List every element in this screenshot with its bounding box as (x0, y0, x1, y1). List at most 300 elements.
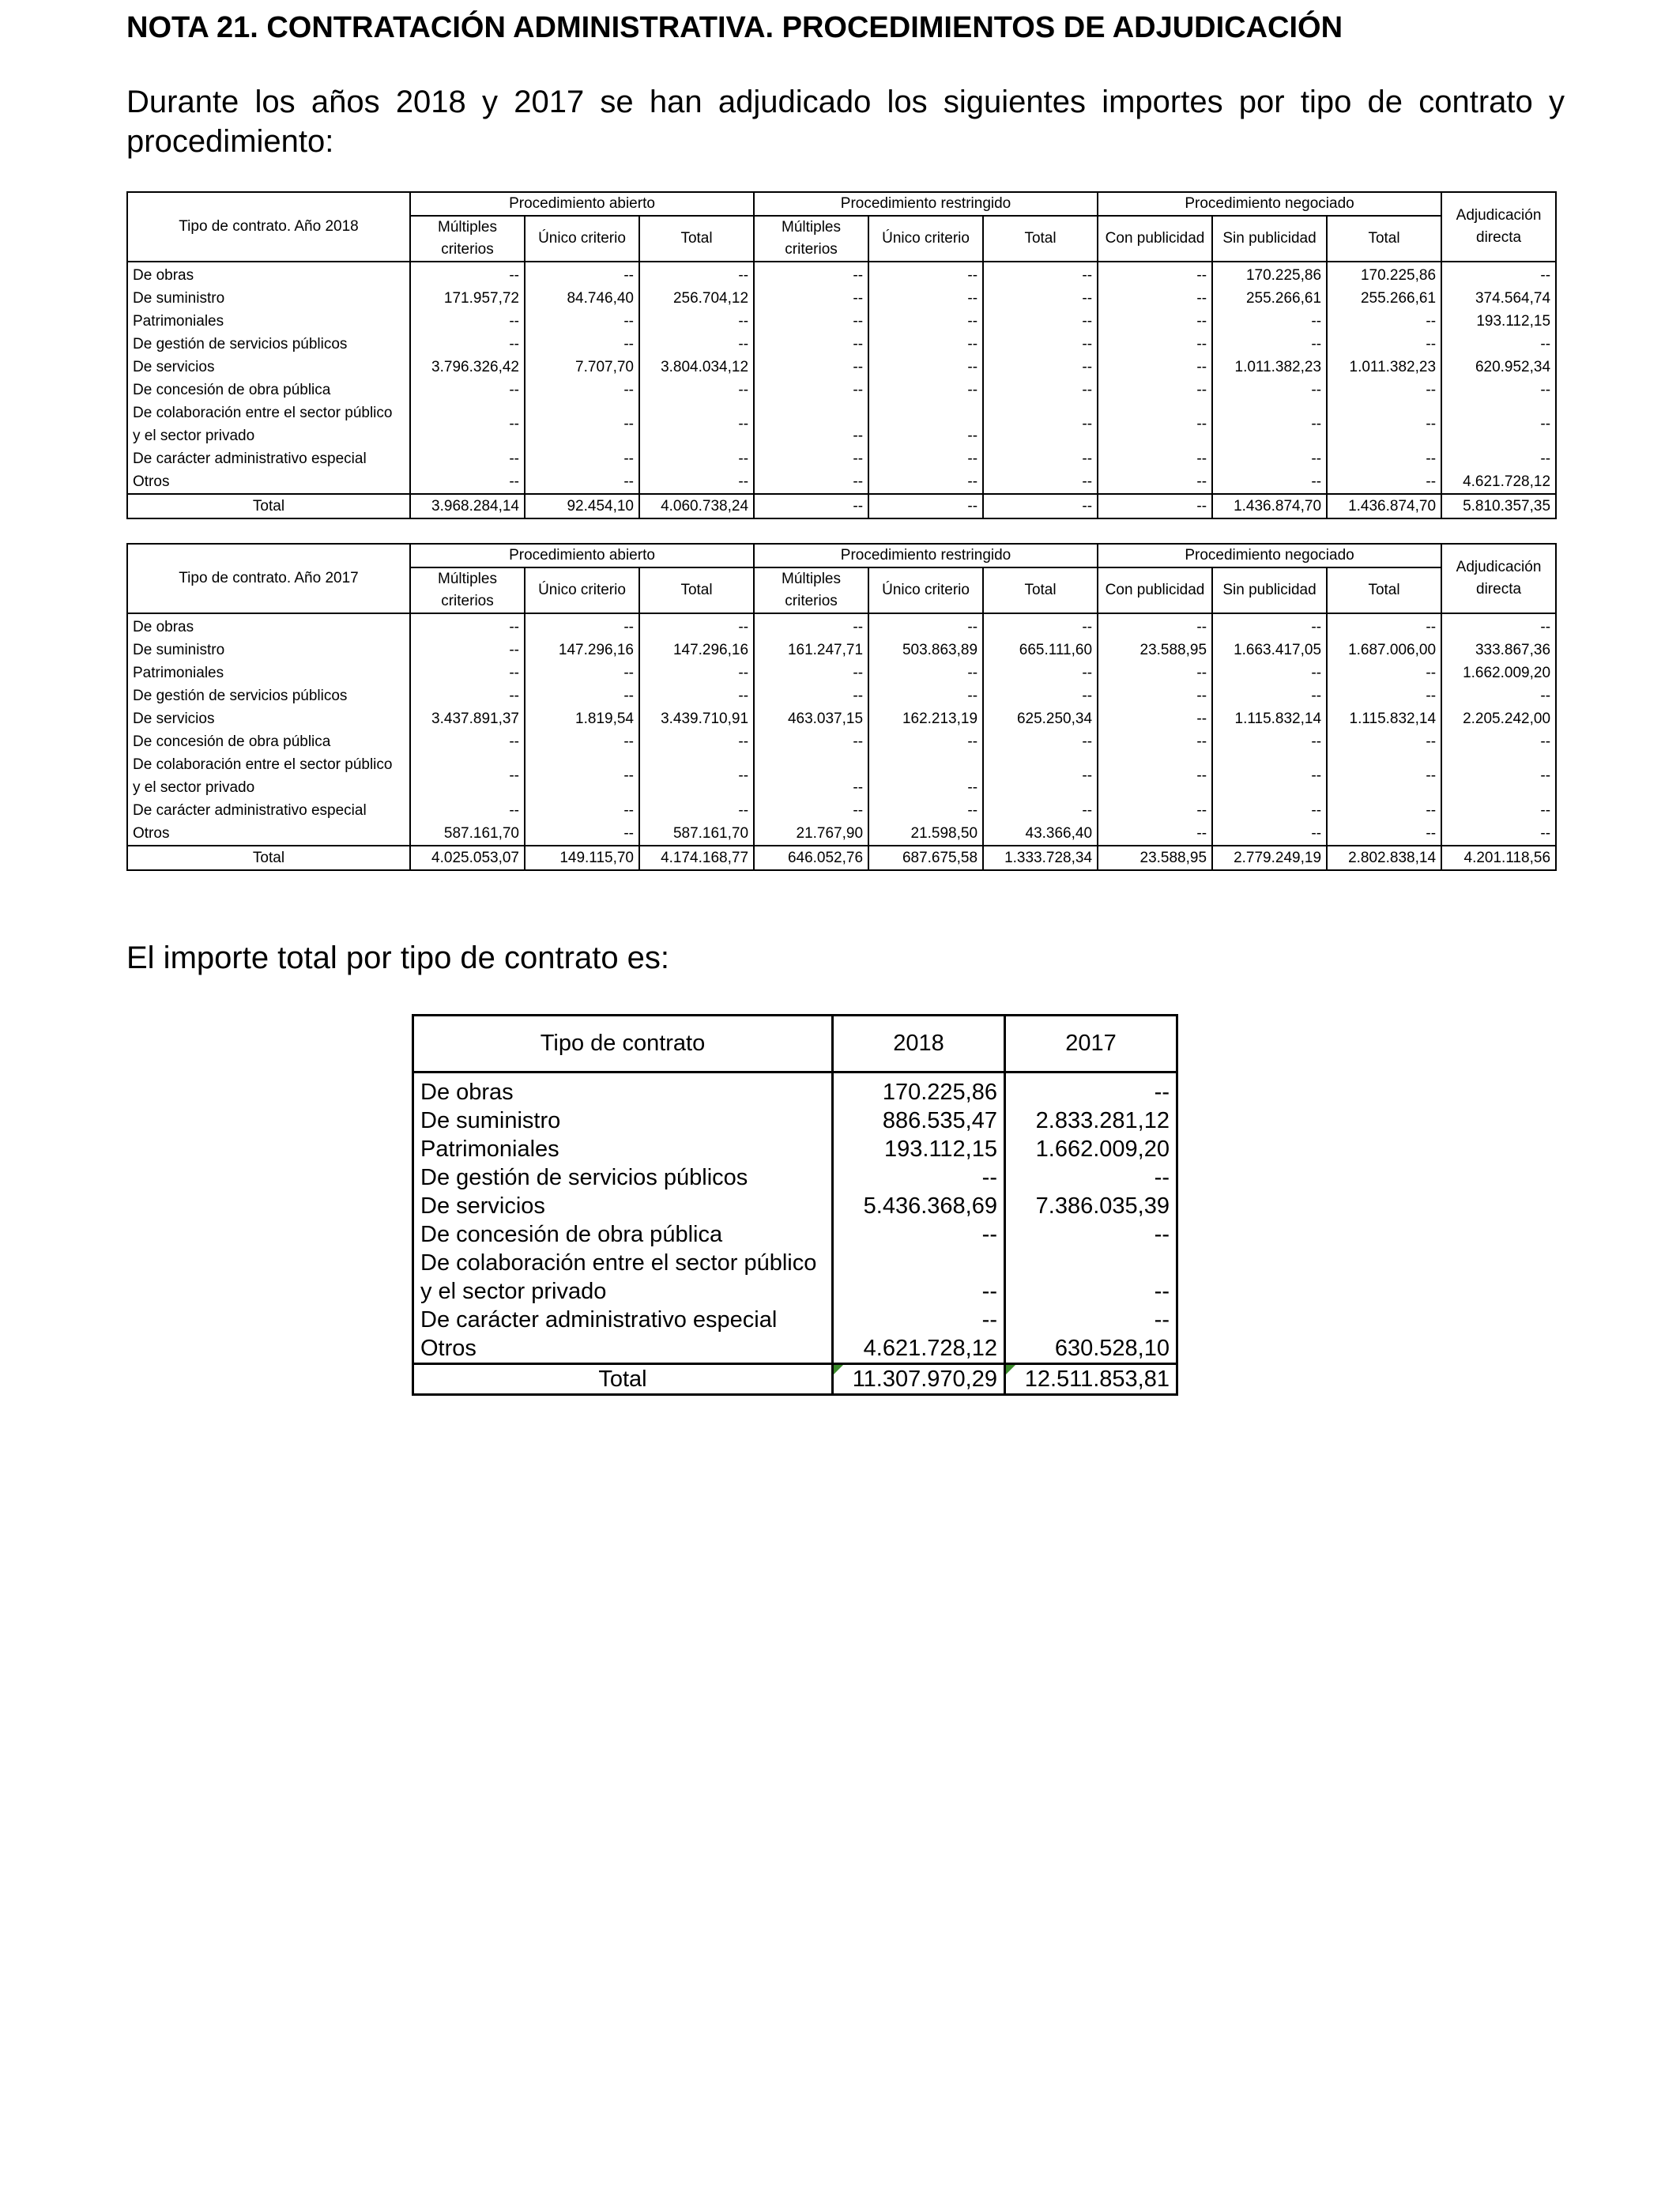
value-cell: 646.052,76 (754, 846, 868, 870)
table-2017 (126, 543, 1557, 871)
value-cell: -- (410, 447, 525, 470)
value-cell: -- (1441, 379, 1556, 401)
value-cell: -- (983, 379, 1098, 401)
value-cell: -- (1098, 684, 1212, 707)
value-cell: -- (1098, 470, 1212, 494)
row-label: De servicios (413, 1192, 833, 1220)
value-cell: -- (868, 470, 983, 494)
value-cell: -- (639, 470, 754, 494)
value-cell: -- (1098, 333, 1212, 356)
table-row (127, 730, 1556, 753)
value-cell: 256.704,12 (639, 287, 754, 310)
value-cell: 1.333.728,34 (983, 846, 1098, 870)
value-cell: -- (983, 333, 1098, 356)
table-row (413, 1306, 1177, 1334)
value-cell: -- (639, 447, 754, 470)
value-cell: -- (868, 494, 983, 518)
table-2018 (126, 191, 1557, 519)
value-cell: -- (1212, 470, 1327, 494)
value-cell: -- (1212, 662, 1327, 684)
value-cell: -- (639, 613, 754, 639)
row-label: Total (127, 846, 410, 870)
value-cell: 333.867,36 (1441, 639, 1556, 662)
value-cell: -- (525, 333, 639, 356)
value-cell: -- (1098, 707, 1212, 730)
value-cell: -- (525, 753, 639, 799)
row-label-line2: y el sector privado (133, 779, 255, 796)
value-cell: -- (1441, 822, 1556, 846)
note-heading: NOTA 21. CONTRATACIÓN ADMINISTRATIVA. PROCEDIMIENTOS DE ADJUDICACIÓN (126, 11, 1343, 44)
col-multiples-criterios: Múltiples criterios (754, 216, 868, 262)
value-cell: -- (410, 684, 525, 707)
value-cell: 1.687.006,00 (1327, 639, 1441, 662)
value-cell: 161.247,71 (754, 639, 868, 662)
value-cell: 625.250,34 (983, 707, 1098, 730)
value-cell: -- (754, 333, 868, 356)
value-2017: -- (1005, 1306, 1177, 1334)
col-multiples-criterios: Múltiples criterios (754, 567, 868, 613)
value-cell: -- (1327, 613, 1441, 639)
value-cell: -- (983, 799, 1098, 822)
col-total: Total (983, 567, 1098, 613)
value-cell: -- (1212, 401, 1327, 447)
value-cell: 162.213,19 (868, 707, 983, 730)
value-cell: -- (983, 447, 1098, 470)
value-cell: -- (410, 799, 525, 822)
value-cell: -- (410, 401, 525, 447)
table-row (413, 1192, 1177, 1220)
table-row (127, 662, 1556, 684)
value-cell: -- (1327, 730, 1441, 753)
value-cell: -- (639, 401, 754, 447)
col-tipo-contrato-2018: Tipo de contrato. Año 2018 (127, 192, 410, 262)
value-cell: -- (754, 401, 868, 447)
value-cell: -- (1098, 494, 1212, 518)
value-cell: -- (868, 684, 983, 707)
col-adjudicacion-directa: Adjudicación directa (1441, 544, 1556, 613)
value-cell: -- (639, 753, 754, 799)
value-cell: -- (1212, 684, 1327, 707)
table-row (127, 799, 1556, 822)
value-cell: 2.802.838,14 (1327, 846, 1441, 870)
group-abierto: Procedimiento abierto (410, 544, 754, 567)
value-cell: -- (868, 447, 983, 470)
value-cell: -- (525, 822, 639, 846)
value-cell: -- (983, 494, 1098, 518)
value-2017: -- (1005, 1078, 1177, 1106)
value-cell: 170.225,86 (1212, 262, 1327, 287)
row-label: Patrimoniales (413, 1135, 833, 1163)
table-row (127, 356, 1556, 379)
col-unico-criterio: Único criterio (525, 216, 639, 262)
value-cell: -- (868, 310, 983, 333)
row-label-line2: y el sector privado (133, 428, 255, 444)
value-cell: -- (410, 262, 525, 287)
value-cell: -- (754, 310, 868, 333)
value-2018: 886.535,47 (833, 1106, 1005, 1135)
value-cell: -- (1098, 401, 1212, 447)
value-cell: 43.366,40 (983, 822, 1098, 846)
value-cell: -- (1212, 799, 1327, 822)
value-cell: 171.957,72 (410, 287, 525, 310)
value-cell: -- (754, 730, 868, 753)
value-cell: 3.804.034,12 (639, 356, 754, 379)
value-cell: -- (754, 662, 868, 684)
col-unico-criterio: Único criterio (868, 567, 983, 613)
value-2018: 193.112,15 (833, 1135, 1005, 1163)
value-cell: -- (1327, 684, 1441, 707)
value-cell: 4.174.168,77 (639, 846, 754, 870)
row-label: De suministro (127, 639, 410, 662)
value-cell: -- (868, 730, 983, 753)
value-cell: -- (1098, 379, 1212, 401)
value-cell: -- (1098, 799, 1212, 822)
value-cell: -- (1327, 447, 1441, 470)
value-cell: -- (639, 262, 754, 287)
value-cell: 3.796.326,42 (410, 356, 525, 379)
value-cell: -- (1098, 822, 1212, 846)
col-tipo-contrato-2017: Tipo de contrato. Año 2017 (127, 544, 410, 613)
col-sin-publicidad: Sin publicidad (1212, 216, 1327, 262)
table-row (127, 310, 1556, 333)
value-cell: -- (525, 379, 639, 401)
value-cell: 1.436.874,70 (1327, 494, 1441, 518)
value-cell: -- (1098, 753, 1212, 799)
group-abierto: Procedimiento abierto (410, 192, 754, 216)
value-cell: -- (525, 730, 639, 753)
value-cell: -- (1098, 356, 1212, 379)
value-cell: -- (1441, 613, 1556, 639)
value-2018: 5.436.368,69 (833, 1192, 1005, 1220)
row-label: De servicios (127, 356, 410, 379)
value-cell: -- (1327, 401, 1441, 447)
col-multiples-criterios: Múltiples criterios (410, 216, 525, 262)
value-cell: -- (1327, 379, 1441, 401)
value-cell: 255.266,61 (1212, 287, 1327, 310)
value-cell: -- (410, 753, 525, 799)
value-cell: -- (1212, 333, 1327, 356)
intro-paragraph: Durante los años 2018 y 2017 se han adjudicado los siguientes importes por tipo de contrato y procedimiento: (126, 85, 1565, 159)
value-cell: -- (525, 401, 639, 447)
value-cell: 255.266,61 (1327, 287, 1441, 310)
value-cell: -- (525, 684, 639, 707)
table-row (127, 447, 1556, 470)
value-cell: -- (983, 470, 1098, 494)
value-cell: -- (983, 401, 1098, 447)
value-cell: 149.115,70 (525, 846, 639, 870)
row-label: De servicios (127, 707, 410, 730)
value-cell: 587.161,70 (639, 822, 754, 846)
value-cell: 193.112,15 (1441, 310, 1556, 333)
value-2018: -- (833, 1277, 1005, 1306)
value-cell: -- (1441, 753, 1556, 799)
value-cell: -- (525, 613, 639, 639)
value-cell: 3.437.891,37 (410, 707, 525, 730)
table-row (127, 753, 1556, 799)
value-cell: -- (410, 470, 525, 494)
value-cell: 1.011.382,23 (1212, 356, 1327, 379)
value-cell: 687.675,58 (868, 846, 983, 870)
value-cell: -- (754, 356, 868, 379)
total-2018-value: 11.307.970,29 (852, 1367, 997, 1392)
value-2017: -- (1005, 1163, 1177, 1192)
value-cell: -- (1441, 799, 1556, 822)
value-cell: 3.439.710,91 (639, 707, 754, 730)
value-2018: 170.225,86 (833, 1078, 1005, 1106)
value-cell: -- (410, 333, 525, 356)
value-cell: -- (1212, 753, 1327, 799)
error-indicator-icon (834, 1365, 843, 1374)
table-row (413, 1334, 1177, 1364)
row-label: De carácter administrativo especial (413, 1306, 833, 1334)
value-cell: -- (868, 379, 983, 401)
table-row (127, 822, 1556, 846)
value-cell: 587.161,70 (410, 822, 525, 846)
value-cell: -- (1441, 447, 1556, 470)
value-cell: -- (1441, 401, 1556, 447)
row-label: De gestión de servicios públicos (413, 1163, 833, 1192)
table-row (413, 1277, 1177, 1306)
value-2018: -- (833, 1220, 1005, 1249)
value-cell: -- (639, 662, 754, 684)
value-cell: -- (410, 310, 525, 333)
value-cell: 503.863,89 (868, 639, 983, 662)
row-label-line1: De colaboración entre el sector público (133, 405, 393, 421)
row-label-line2: y el sector privado (413, 1277, 833, 1306)
value-cell: 92.454,10 (525, 494, 639, 518)
value-cell: -- (868, 287, 983, 310)
value-cell: -- (1212, 447, 1327, 470)
value-cell: -- (639, 379, 754, 401)
value-cell: -- (639, 310, 754, 333)
total-row (127, 846, 1556, 870)
group-restringido: Procedimiento restringido (754, 544, 1098, 567)
value-2018: -- (833, 1306, 1005, 1334)
row-label: De gestión de servicios públicos (127, 333, 410, 356)
table-row (127, 379, 1556, 401)
table-row (127, 684, 1556, 707)
value-cell: -- (525, 799, 639, 822)
col-multiples-criterios: Múltiples criterios (410, 567, 525, 613)
table-row (413, 1220, 1177, 1249)
row-label: Otros (127, 822, 410, 846)
value-cell: -- (1441, 262, 1556, 287)
total-2017 (1005, 1364, 1177, 1395)
value-cell: -- (983, 356, 1098, 379)
value-cell: -- (525, 262, 639, 287)
row-label: De suministro (127, 287, 410, 310)
table-row (127, 470, 1556, 494)
value-cell: -- (639, 799, 754, 822)
table-row (127, 262, 1556, 287)
value-cell: 1.115.832,14 (1327, 707, 1441, 730)
value-cell: 4.201.118,56 (1441, 846, 1556, 870)
value-cell: -- (983, 753, 1098, 799)
value-cell: -- (754, 753, 868, 799)
col-tipo-contrato: Tipo de contrato (413, 1016, 833, 1072)
table-row (413, 1078, 1177, 1106)
value-cell: -- (868, 662, 983, 684)
value-2017: -- (1005, 1277, 1177, 1306)
value-cell: -- (868, 753, 983, 799)
row-label: Patrimoniales (127, 662, 410, 684)
value-cell: -- (983, 662, 1098, 684)
value-cell: -- (1441, 684, 1556, 707)
value-cell: -- (754, 379, 868, 401)
value-2017: 7.386.035,39 (1005, 1192, 1177, 1220)
value-2017: 630.528,10 (1005, 1334, 1177, 1364)
row-label: De carácter administrativo especial (127, 447, 410, 470)
row-label: Patrimoniales (127, 310, 410, 333)
summary-table (412, 1014, 1178, 1396)
value-cell: -- (525, 310, 639, 333)
value-cell: -- (639, 684, 754, 707)
value-cell: -- (754, 684, 868, 707)
row-label: De concesión de obra pública (127, 730, 410, 753)
table-row (413, 1135, 1177, 1163)
row-label: De concesión de obra pública (127, 379, 410, 401)
col-total: Total (1327, 216, 1441, 262)
value-cell: -- (525, 470, 639, 494)
value-cell: -- (754, 799, 868, 822)
group-negociado: Procedimiento negociado (1098, 544, 1441, 567)
row-label: Total (413, 1364, 833, 1395)
row-label (127, 401, 410, 447)
value-cell: 23.588,95 (1098, 846, 1212, 870)
value-cell: 620.952,34 (1441, 356, 1556, 379)
value-cell: 3.968.284,14 (410, 494, 525, 518)
value-cell: -- (1327, 799, 1441, 822)
value-cell: 1.011.382,23 (1327, 356, 1441, 379)
row-label: De gestión de servicios públicos (127, 684, 410, 707)
table-row (127, 613, 1556, 639)
row-label: Total (127, 494, 410, 518)
value-cell: -- (1098, 730, 1212, 753)
value-cell: -- (639, 730, 754, 753)
error-indicator-icon (1006, 1365, 1015, 1374)
value-cell: -- (410, 662, 525, 684)
total-2017-value: 12.511.853,81 (1024, 1367, 1170, 1392)
row-label-line1: De colaboración entre el sector público (413, 1249, 833, 1277)
value-cell: -- (1327, 753, 1441, 799)
value-cell: -- (410, 613, 525, 639)
table-row (127, 707, 1556, 730)
value-cell: -- (754, 262, 868, 287)
table-row (413, 1163, 1177, 1192)
value-cell: 5.810.357,35 (1441, 494, 1556, 518)
value-cell: -- (1212, 730, 1327, 753)
value-cell: 1.436.874,70 (1212, 494, 1327, 518)
value-cell: -- (983, 262, 1098, 287)
row-label: De concesión de obra pública (413, 1220, 833, 1249)
value-cell: -- (1327, 662, 1441, 684)
value-cell: -- (1098, 262, 1212, 287)
col-adjudicacion-directa: Adjudicación directa (1441, 192, 1556, 262)
value-cell: -- (1327, 822, 1441, 846)
value-cell: -- (754, 447, 868, 470)
value-cell: -- (525, 447, 639, 470)
value-cell: 1.662.009,20 (1441, 662, 1556, 684)
value-cell: -- (754, 287, 868, 310)
row-label: De suministro (413, 1106, 833, 1135)
row-label: De obras (127, 613, 410, 639)
table-row (127, 333, 1556, 356)
value-cell: -- (983, 613, 1098, 639)
table-row (413, 1106, 1177, 1135)
group-restringido: Procedimiento restringido (754, 192, 1098, 216)
col-total: Total (983, 216, 1098, 262)
col-unico-criterio: Único criterio (525, 567, 639, 613)
table-row (127, 287, 1556, 310)
value-cell: -- (1212, 822, 1327, 846)
value-cell: 21.767,90 (754, 822, 868, 846)
row-label: Otros (413, 1334, 833, 1364)
table-row (127, 639, 1556, 662)
value-cell: -- (983, 287, 1098, 310)
value-cell: 2.779.249,19 (1212, 846, 1327, 870)
total-2018 (833, 1364, 1005, 1395)
row-label (127, 753, 410, 799)
col-con-publicidad: Con publicidad (1098, 567, 1212, 613)
value-cell: 2.205.242,00 (1441, 707, 1556, 730)
value-cell: 170.225,86 (1327, 262, 1441, 287)
value-cell: -- (983, 730, 1098, 753)
value-cell: -- (754, 613, 868, 639)
value-cell: -- (1441, 333, 1556, 356)
value-cell: -- (639, 333, 754, 356)
total-row (127, 494, 1556, 518)
value-cell: 23.588,95 (1098, 639, 1212, 662)
value-cell: -- (754, 494, 868, 518)
group-negociado: Procedimiento negociado (1098, 192, 1441, 216)
value-cell: 4.025.053,07 (410, 846, 525, 870)
value-cell: -- (1098, 287, 1212, 310)
value-cell: 1.819,54 (525, 707, 639, 730)
value-cell: 147.296,16 (525, 639, 639, 662)
value-cell: 21.598,50 (868, 822, 983, 846)
value-cell: 84.746,40 (525, 287, 639, 310)
value-2018: -- (833, 1163, 1005, 1192)
value-cell: -- (868, 356, 983, 379)
value-cell: 1.115.832,14 (1212, 707, 1327, 730)
value-cell: -- (410, 639, 525, 662)
value-cell: 4.621.728,12 (1441, 470, 1556, 494)
value-cell: -- (1098, 613, 1212, 639)
value-2018: 4.621.728,12 (833, 1334, 1005, 1364)
value-cell: 463.037,15 (754, 707, 868, 730)
row-label: De carácter administrativo especial (127, 799, 410, 822)
value-cell: -- (1327, 470, 1441, 494)
col-total: Total (639, 216, 754, 262)
col-total: Total (1327, 567, 1441, 613)
col-2018: 2018 (833, 1016, 1005, 1072)
value-cell: -- (410, 379, 525, 401)
row-label: De obras (127, 262, 410, 287)
value-cell: -- (1327, 333, 1441, 356)
value-cell: -- (868, 613, 983, 639)
value-cell: -- (868, 799, 983, 822)
value-cell: -- (1098, 447, 1212, 470)
row-label: Otros (127, 470, 410, 494)
value-cell: -- (1098, 662, 1212, 684)
col-con-publicidad: Con publicidad (1098, 216, 1212, 262)
value-cell: -- (1212, 613, 1327, 639)
value-cell: -- (1327, 310, 1441, 333)
table-row (413, 1249, 1177, 1277)
total-row (413, 1364, 1177, 1395)
value-cell: -- (525, 662, 639, 684)
value-2017: -- (1005, 1220, 1177, 1249)
